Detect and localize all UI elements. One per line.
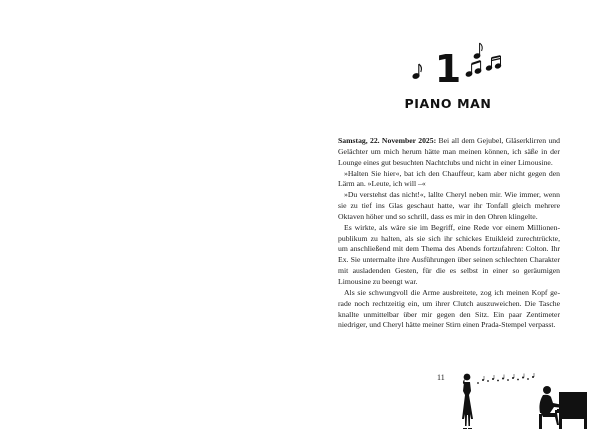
chapter-title: PIANO MAN <box>404 96 492 111</box>
paragraph: Es wirkte, als wäre sie im Begriff, eine Rede vor einem Millionenpublikum zu halten, als sie sich ihr schickes Etuikleid zurechtrückte, um anschließend mit dem Thema des Abends fortzufahren: Colton. Ihr Ex. Sie untermalte ihre Ausführungen über seinen schlechten Charakter mit ausladenden Gesten, für die es selbst in einer so geräumigen Limousine zu beengt war. <box>338 222 560 286</box>
paragraph: Als sie schwungvoll die Arme ausbreitete, zog ich meinen Kopf gerade noch rechtzeitig ein, um ihrer Clutch auszuweichen. Die Tasche knallte unmittelbar über mir gegen den Sitz. Ein paar Zentimeter niedriger, und Cheryl hätte meiner Stirn einen Prada-Stempel verpasst. <box>338 287 560 330</box>
page-number: 11 <box>437 373 445 382</box>
chapter-body <box>338 136 560 331</box>
paragraph-text: Bei all dem Gejubel, Gläserklirren und Gelächter um mich herum hätte man meinen können, ich säße in der Lounge eines gut besuchten Nachtclubs und nicht in einer Limousine. <box>338 136 560 167</box>
paragraph: »Du verstehst das nicht!«, lallte Cheryl neben mir. Wie immer, wenn sie zu tief ins Glas geschaut hatte, war ihr Tonfall gleich mehrere Oktaven höher und so schrill, dass es mir in den Ohren klingelte. <box>338 190 560 221</box>
woman-and-pianist-silhouette <box>455 368 595 430</box>
paragraph: »Halten Sie hier«, bat ich den Chauffeur, kam aber nicht gegen den Lärm an. »Leute, ich will –« <box>338 168 560 189</box>
paragraph <box>338 136 560 169</box>
dateline: Samstag, 22. November 2025: <box>338 136 437 145</box>
chapter-number: 1 <box>434 47 462 91</box>
